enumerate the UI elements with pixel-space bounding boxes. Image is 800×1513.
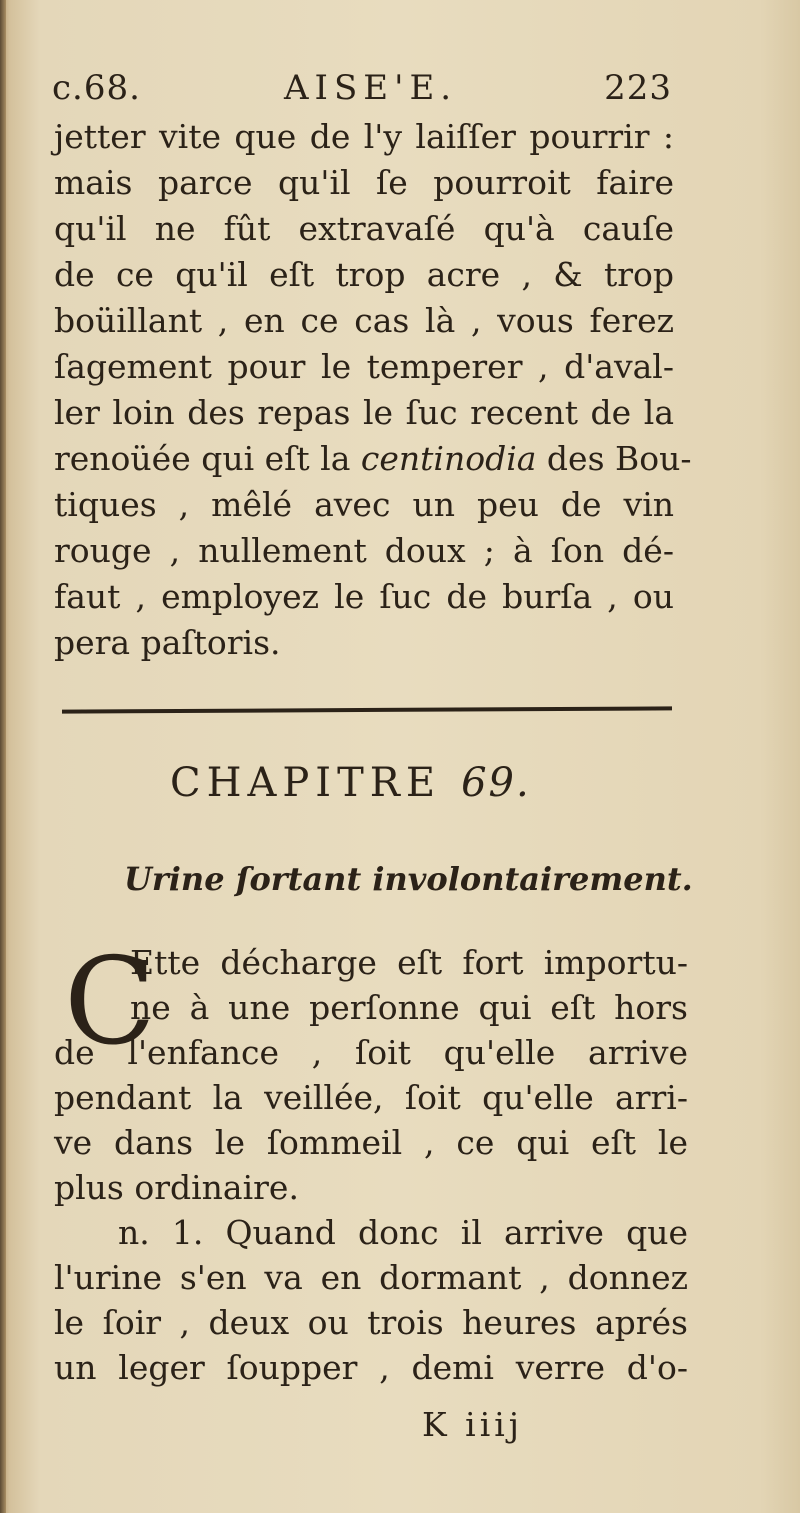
text-line: faut , employez le ſuc de burſa , ou — [54, 577, 674, 616]
running-header — [52, 68, 692, 118]
text-line: ler loin des repas le ſuc recent de la — [54, 393, 674, 432]
text-line: boüillant , en ce cas là , vous ferez — [54, 301, 674, 340]
text-line: un leger ſoupper , demi verre d'o- — [54, 1348, 688, 1387]
signature-mark: K iiij — [422, 1405, 524, 1444]
text-segment: des Bou- — [536, 439, 692, 478]
numbered-item-line: n. 1. Quand donc il arrive que — [118, 1213, 688, 1252]
text-line: de l'enfance , ſoit qu'elle arrive — [54, 1033, 688, 1072]
text-line: plus ordinaire. — [54, 1168, 299, 1207]
text-line: ne à une perſonne qui eſt hors — [130, 988, 688, 1027]
italic-term: centinodia — [360, 439, 537, 478]
page-number: 223 — [604, 68, 672, 108]
text-line: qu'il ne fût extravaſé qu'à cauſe — [54, 209, 674, 248]
chapter-label: CHAPITRE — [170, 760, 442, 806]
text-line: tiques , mêlé avec un peu de vin — [54, 485, 674, 524]
text-line: Ette décharge eſt fort importu- — [130, 943, 688, 982]
drop-cap: C — [64, 933, 156, 1072]
text-line: l'urine s'en va en dormant , donnez — [54, 1258, 688, 1297]
chapter-ref: c.68. — [52, 68, 141, 108]
text-line: le ſoir , deux ou trois heures aprés — [54, 1303, 688, 1342]
text-segment: renoüée qui eſt la — [54, 439, 361, 478]
text-line: ve dans le ſommeil , ce qui eſt le — [54, 1123, 688, 1162]
chapter-number: 69. — [461, 760, 531, 806]
running-title: AISE'E. — [284, 68, 458, 108]
text-line: de ce qu'il eſt trop acre , & trop — [54, 255, 674, 294]
text-line: pendant la veillée, ſoit qu'elle arri- — [54, 1078, 688, 1117]
text-line: rouge , nullement doux ; à ſon dé- — [54, 531, 674, 570]
text-line: mais parce qu'il ſe pourroit faire — [54, 163, 674, 202]
text-line-with-italic — [54, 436, 692, 482]
chapter-subtitle: Urine ſortant involontairement. — [124, 860, 693, 898]
paragraph-continuation — [54, 114, 692, 666]
text-line: ſagement pour le temperer , d'aval- — [54, 347, 674, 386]
chapter-paragraph — [54, 933, 688, 1390]
chapter-heading — [170, 760, 630, 806]
section-divider-rule — [62, 706, 672, 713]
text-line: jetter vite que de l'y laiſſer pourrir : — [54, 117, 674, 156]
page-spine-shadow — [0, 0, 6, 1513]
text-line: pera paſtoris. — [54, 623, 281, 662]
